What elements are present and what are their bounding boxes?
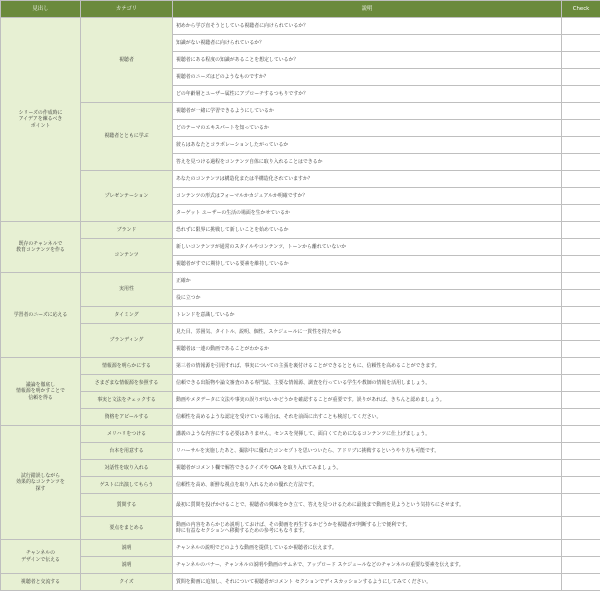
table-row	[1, 574, 600, 591]
header-heading: 見出し	[1, 1, 81, 18]
category-label: ゲストに出演してもらう	[81, 477, 173, 494]
check-cell[interactable]	[562, 52, 600, 69]
category-label: タイミング	[81, 307, 173, 324]
check-cell[interactable]	[562, 171, 600, 188]
table-row	[1, 18, 600, 35]
category-label: コンテンツ	[81, 239, 173, 273]
description-cell: チャンネルのバナー、チャンネルの説明や動画のサムネで、アップロード スケジュールなどのチャンネルの重要な要素を伝えます。	[173, 557, 562, 574]
description-cell: 信頼性を高めるような認定を受けている場合は、それを前面に出すことも検討してください。	[173, 409, 562, 426]
check-cell[interactable]	[562, 222, 600, 239]
description-cell: 役に立つか	[173, 290, 562, 307]
table-row	[1, 273, 600, 290]
description-cell: リハーサルを実施したあと、撮影中に優れたコンセプトを思いついたら、アドリブに挑戦するというやり方も可能です。	[173, 443, 562, 460]
header-category: カテゴリ	[81, 1, 173, 18]
table-row	[1, 460, 600, 477]
description-cell: 見た目、雰囲気、タイトル、説明、個性、スケジュールに一貫性を持たせる	[173, 324, 562, 341]
section-heading: 議論を徹底し 情報源を明かすことで 信頼を得る	[1, 358, 81, 426]
check-cell[interactable]	[562, 517, 600, 540]
description-cell: どの年齢層とユーザー属性にアプローチするつもりですか？	[173, 86, 562, 103]
description-cell: 恐れずに限界に挑戦して新しいことを始めているか	[173, 222, 562, 239]
check-cell[interactable]	[562, 426, 600, 443]
check-cell[interactable]	[562, 188, 600, 205]
description-cell: 動画の内容をあらかじめ説明しておけば、その動画を再生するかどうかを視聴者が判断する上で便利です。 時に有益なセクションへ移動するための参考にもなります。	[173, 517, 562, 540]
check-cell[interactable]	[562, 103, 600, 120]
description-cell: 視聴者が一緒に学習できるようにしているか	[173, 103, 562, 120]
description-cell: 視聴者のニーズはどのようなものですか？	[173, 69, 562, 86]
category-label: 要点をまとめる	[81, 517, 173, 540]
check-cell[interactable]	[562, 557, 600, 574]
table-row	[1, 540, 600, 557]
table-row	[1, 103, 600, 120]
description-cell: 質問を動画に追加し、それについて視聴者がコメント セクションでディスカッションするようにしてみてください。	[173, 574, 562, 591]
description-cell: 視聴者がコメント欄で解答できるクイズや Q&A を取り入れてみましょう。	[173, 460, 562, 477]
check-cell[interactable]	[562, 205, 600, 222]
section-heading: 学習者のニーズに応える	[1, 273, 81, 358]
table-row	[1, 358, 600, 375]
check-cell[interactable]	[562, 494, 600, 517]
header-check: Check	[562, 1, 600, 18]
check-cell[interactable]	[562, 86, 600, 103]
section-heading: 視聴者と交流する	[1, 574, 81, 591]
table-row	[1, 409, 600, 426]
description-cell: 最初に質問を投げかけることで、視聴者の興味をかき立て、答えを見つけるために最後まで動画を見ようという気持ちにさせます。	[173, 494, 562, 517]
category-label: 視聴者	[81, 18, 173, 103]
check-cell[interactable]	[562, 409, 600, 426]
check-cell[interactable]	[562, 443, 600, 460]
check-cell[interactable]	[562, 273, 600, 290]
category-label: 視聴者とともに学ぶ	[81, 103, 173, 171]
check-cell[interactable]	[562, 18, 600, 35]
description-cell: 視聴者は一連の動画であることがわかるか	[173, 341, 562, 358]
check-cell[interactable]	[562, 477, 600, 494]
description-cell: 視聴者がすでに期待している要素を維持しているか	[173, 256, 562, 273]
section-heading: 既存のチャンネルで 教育コンテンツを作る	[1, 222, 81, 273]
table-row	[1, 477, 600, 494]
check-cell[interactable]	[562, 137, 600, 154]
check-cell[interactable]	[562, 375, 600, 392]
section-heading: シリーズの作成時に アイデアを練るべき ポイント	[1, 18, 81, 222]
description-cell: ターゲット ユーザーの生活の場面を生かせているか	[173, 205, 562, 222]
check-cell[interactable]	[562, 69, 600, 86]
check-cell[interactable]	[562, 35, 600, 52]
table-row	[1, 239, 600, 256]
description-cell: 第三者の情報源を引用すれば、事実についての主張を裏付けることができるとともに、信頼性を高めることができます。	[173, 358, 562, 375]
category-label: メリハリをつける	[81, 426, 173, 443]
check-cell[interactable]	[562, 256, 600, 273]
section-heading: 試行錯誤しながら 効果的なコンテンツを 探す	[1, 426, 81, 540]
table-row	[1, 494, 600, 517]
description-cell: 彼らはあなたとコラボレーションしたがっているか	[173, 137, 562, 154]
category-label: 質問する	[81, 494, 173, 517]
description-cell: 知識がない視聴者に向けられているか？	[173, 35, 562, 52]
category-label: 情報源を明らかにする	[81, 358, 173, 375]
table-row	[1, 324, 600, 341]
category-label: 実用性	[81, 273, 173, 307]
table-row	[1, 171, 600, 188]
check-cell[interactable]	[562, 540, 600, 557]
category-label: さまざまな情報源を参照する	[81, 375, 173, 392]
check-cell[interactable]	[562, 341, 600, 358]
description-cell: 新しいコンテンツが通常のスタイルやコンテンツ、トーンから離れていないか	[173, 239, 562, 256]
section-heading: チャンネルの デザインで伝える	[1, 540, 81, 574]
category-label: 説明	[81, 540, 173, 557]
header-row	[1, 1, 600, 18]
description-cell: トレンドを意識しているか	[173, 307, 562, 324]
check-cell[interactable]	[562, 392, 600, 409]
category-label: ブランディング	[81, 324, 173, 358]
category-label: プレゼンテーション	[81, 171, 173, 222]
category-label: ブランド	[81, 222, 173, 239]
category-label: 資格をアピールする	[81, 409, 173, 426]
description-cell: 信頼できる出版物や論文審査のある専門誌、主要な情報源、調査を行っている学生や教師の情報を活用しましょう。	[173, 375, 562, 392]
table-row	[1, 307, 600, 324]
check-cell[interactable]	[562, 239, 600, 256]
category-label: クイズ	[81, 574, 173, 591]
description-cell: 視聴者にある程度の知識があることを想定しているか？	[173, 52, 562, 69]
description-cell: 初めから学び直そうとしている視聴者に向けられているか？	[173, 18, 562, 35]
description-cell: 動画やメタデータに文法や事実の誤りがないかどうかを確認することが重要です。誤りがあれば、きちんと認めましょう。	[173, 392, 562, 409]
table-row	[1, 375, 600, 392]
check-cell[interactable]	[562, 358, 600, 375]
check-cell[interactable]	[562, 154, 600, 171]
header-description: 説明	[173, 1, 562, 18]
check-cell[interactable]	[562, 307, 600, 324]
table-row	[1, 392, 600, 409]
description-cell: どのテーマのエキスパートを知っているか	[173, 120, 562, 137]
table-row	[1, 426, 600, 443]
check-cell[interactable]	[562, 574, 600, 591]
description-cell: 答えを見つける過程をコンテンツ自体に取り入れることはできるか	[173, 154, 562, 171]
description-cell: あなたのコンテンツは構造化または半構造化されていますか？	[173, 171, 562, 188]
table-row	[1, 443, 600, 460]
description-cell: 正確か	[173, 273, 562, 290]
check-cell[interactable]	[562, 120, 600, 137]
category-label: 説明	[81, 557, 173, 574]
description-cell: チャンネルの説明でどのような動画を提供しているか視聴者に伝えます。	[173, 540, 562, 557]
table-row	[1, 557, 600, 574]
category-label: 台本を用意する	[81, 443, 173, 460]
check-cell[interactable]	[562, 290, 600, 307]
description-cell: 講義のような内容にする必要はありません。センスを発揮して、面白くてためになるコンテンツに仕上げましょう。	[173, 426, 562, 443]
description-cell: コンテンツの形式はフォーマルかカジュアルか明確ですか？	[173, 188, 562, 205]
check-cell[interactable]	[562, 460, 600, 477]
category-label: 対話性を取り入れる	[81, 460, 173, 477]
description-cell: 信頼性を高め、新鮮な視点を取り入れるための優れた方法です。	[173, 477, 562, 494]
table-row	[1, 517, 600, 540]
table-row	[1, 222, 600, 239]
category-label: 事実と文法をチェックする	[81, 392, 173, 409]
check-cell[interactable]	[562, 324, 600, 341]
